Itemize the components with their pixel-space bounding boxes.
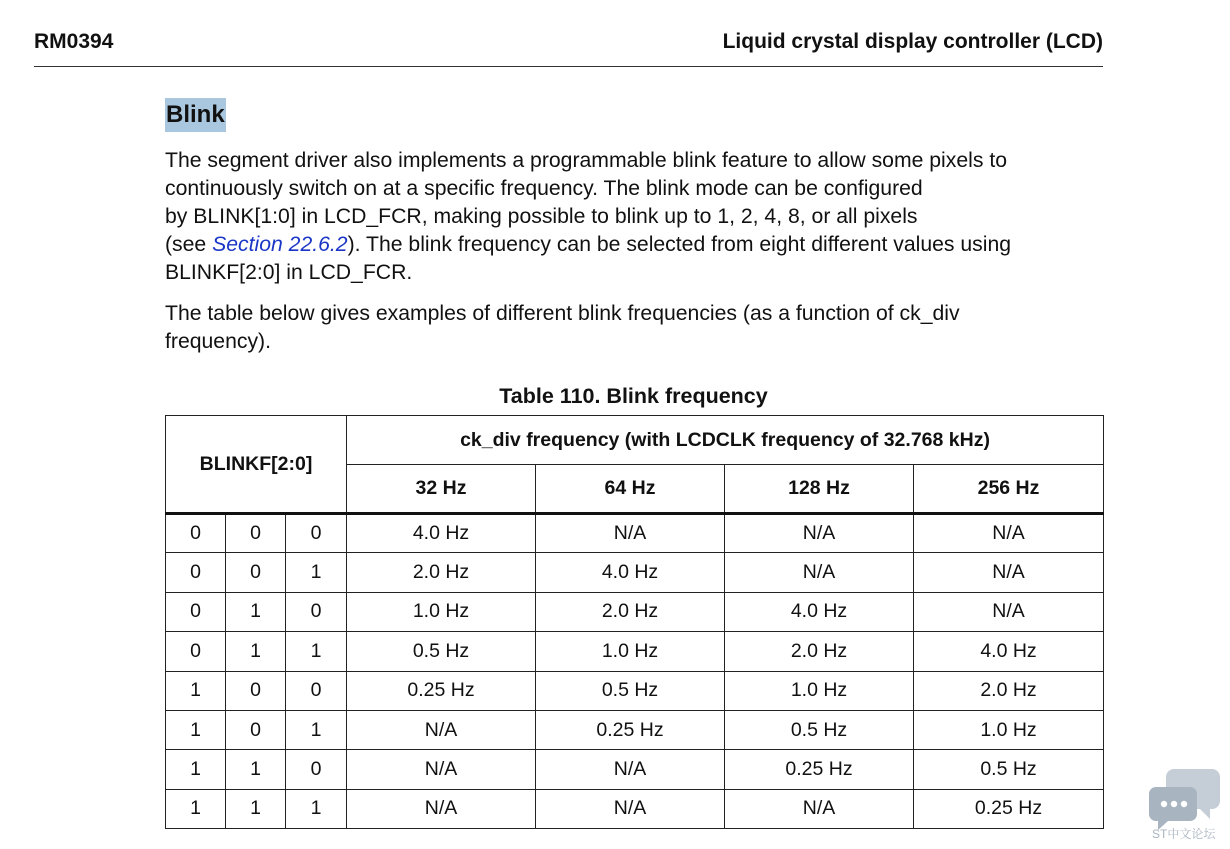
ck-div-group-header: ck_div frequency (with LCDCLK frequency of 32.768 kHz) (347, 416, 1104, 465)
frequency-cell: 2.0 Hz (536, 592, 725, 631)
table-row (166, 750, 1104, 789)
bit-cell: 1 (226, 592, 286, 631)
frequency-cell: 0.25 Hz (536, 710, 725, 749)
frequency-cell: N/A (914, 553, 1104, 592)
frequency-cell: 0.25 Hz (914, 789, 1104, 828)
frequency-cell: 0.5 Hz (536, 671, 725, 710)
table-row (166, 632, 1104, 671)
column-header: 32 Hz (347, 465, 536, 514)
bit-cell: 1 (166, 671, 226, 710)
watermark-text: ST中文论坛 (1152, 827, 1216, 841)
frequency-cell: 1.0 Hz (347, 592, 536, 631)
bit-cell: 0 (286, 671, 347, 710)
paragraph-line: by BLINK[1:0] in LCD_FCR, making possible to blink up to 1, 2, 4, 8, or all pixels (165, 205, 918, 228)
bit-cell: 1 (286, 710, 347, 749)
table-body (166, 514, 1104, 829)
frequency-cell: 2.0 Hz (914, 671, 1104, 710)
frequency-cell: 1.0 Hz (725, 671, 914, 710)
frequency-cell: N/A (914, 514, 1104, 553)
table-row (166, 671, 1104, 710)
paragraph-line: The segment driver also implements a programmable blink feature to allow some pixels to (165, 149, 1007, 172)
column-header: 64 Hz (536, 465, 725, 514)
table-row (166, 592, 1104, 631)
paragraph-table-intro (165, 300, 1110, 356)
table-caption: Table 110. Blink frequency (499, 384, 768, 408)
bit-cell: 1 (226, 632, 286, 671)
bit-cell: 0 (226, 710, 286, 749)
frequency-cell: 4.0 Hz (914, 632, 1104, 671)
table-row (166, 789, 1104, 828)
frequency-cell: 1.0 Hz (914, 710, 1104, 749)
bit-cell: 1 (226, 789, 286, 828)
bit-cell: 1 (286, 789, 347, 828)
frequency-cell: N/A (914, 592, 1104, 631)
blinkf-header: BLINKF[2:0] (166, 416, 347, 514)
frequency-cell: 2.0 Hz (725, 632, 914, 671)
section-title: Blink (165, 98, 226, 132)
frequency-cell: N/A (347, 789, 536, 828)
frequency-cell: 0.5 Hz (347, 632, 536, 671)
section-link[interactable]: Section 22.6.2 (212, 233, 348, 256)
bit-cell: 0 (226, 553, 286, 592)
bit-cell: 1 (166, 750, 226, 789)
bit-cell: 0 (166, 553, 226, 592)
frequency-cell: N/A (536, 789, 725, 828)
bit-cell: 1 (286, 632, 347, 671)
frequency-cell: N/A (725, 514, 914, 553)
frequency-cell: N/A (536, 750, 725, 789)
bit-cell: 1 (166, 710, 226, 749)
paragraph-text: (see (165, 233, 213, 256)
bit-cell: 0 (286, 592, 347, 631)
paragraph-line: frequency). (165, 330, 271, 353)
bit-cell: 0 (166, 632, 226, 671)
chapter-title: Liquid crystal display controller (LCD) (722, 30, 1103, 53)
header-divider (34, 66, 1103, 67)
paragraph-text: ). The blink frequency can be selected from eight different values using (347, 233, 1012, 256)
column-header: 128 Hz (725, 465, 914, 514)
frequency-cell: 0.25 Hz (725, 750, 914, 789)
frequency-cell: 4.0 Hz (536, 553, 725, 592)
blink-frequency-table (165, 415, 1104, 829)
frequency-cell: 1.0 Hz (536, 632, 725, 671)
frequency-cell: N/A (347, 750, 536, 789)
table-row (166, 514, 1104, 553)
frequency-cell: 4.0 Hz (347, 514, 536, 553)
bit-cell: 0 (286, 750, 347, 789)
frequency-cell: 0.5 Hz (914, 750, 1104, 789)
bit-cell: 0 (166, 592, 226, 631)
bit-cell: 0 (226, 671, 286, 710)
table-row (166, 710, 1104, 749)
frequency-cell: 0.25 Hz (347, 671, 536, 710)
frequency-cell: N/A (725, 789, 914, 828)
bit-cell: 1 (226, 750, 286, 789)
frequency-cell: 2.0 Hz (347, 553, 536, 592)
bit-cell: 0 (166, 514, 226, 553)
paragraph-line: continuously switch on at a specific frequency. The blink mode can be configured (165, 177, 923, 200)
table-row (166, 553, 1104, 592)
doc-id: RM0394 (34, 30, 114, 53)
frequency-cell: N/A (347, 710, 536, 749)
paragraph-line: BLINKF[2:0] in LCD_FCR. (165, 261, 413, 284)
bit-cell: 0 (286, 514, 347, 553)
frequency-cell: 0.5 Hz (725, 710, 914, 749)
paragraph-blink-description (165, 147, 1110, 287)
frequency-cell: N/A (536, 514, 725, 553)
paragraph-line: The table below gives examples of different blink frequencies (as a function of ck_div (165, 302, 960, 325)
bit-cell: 1 (166, 789, 226, 828)
frequency-cell: N/A (725, 553, 914, 592)
bit-cell: 0 (226, 514, 286, 553)
column-header: 256 Hz (914, 465, 1104, 514)
frequency-cell: 4.0 Hz (725, 592, 914, 631)
bit-cell: 1 (286, 553, 347, 592)
